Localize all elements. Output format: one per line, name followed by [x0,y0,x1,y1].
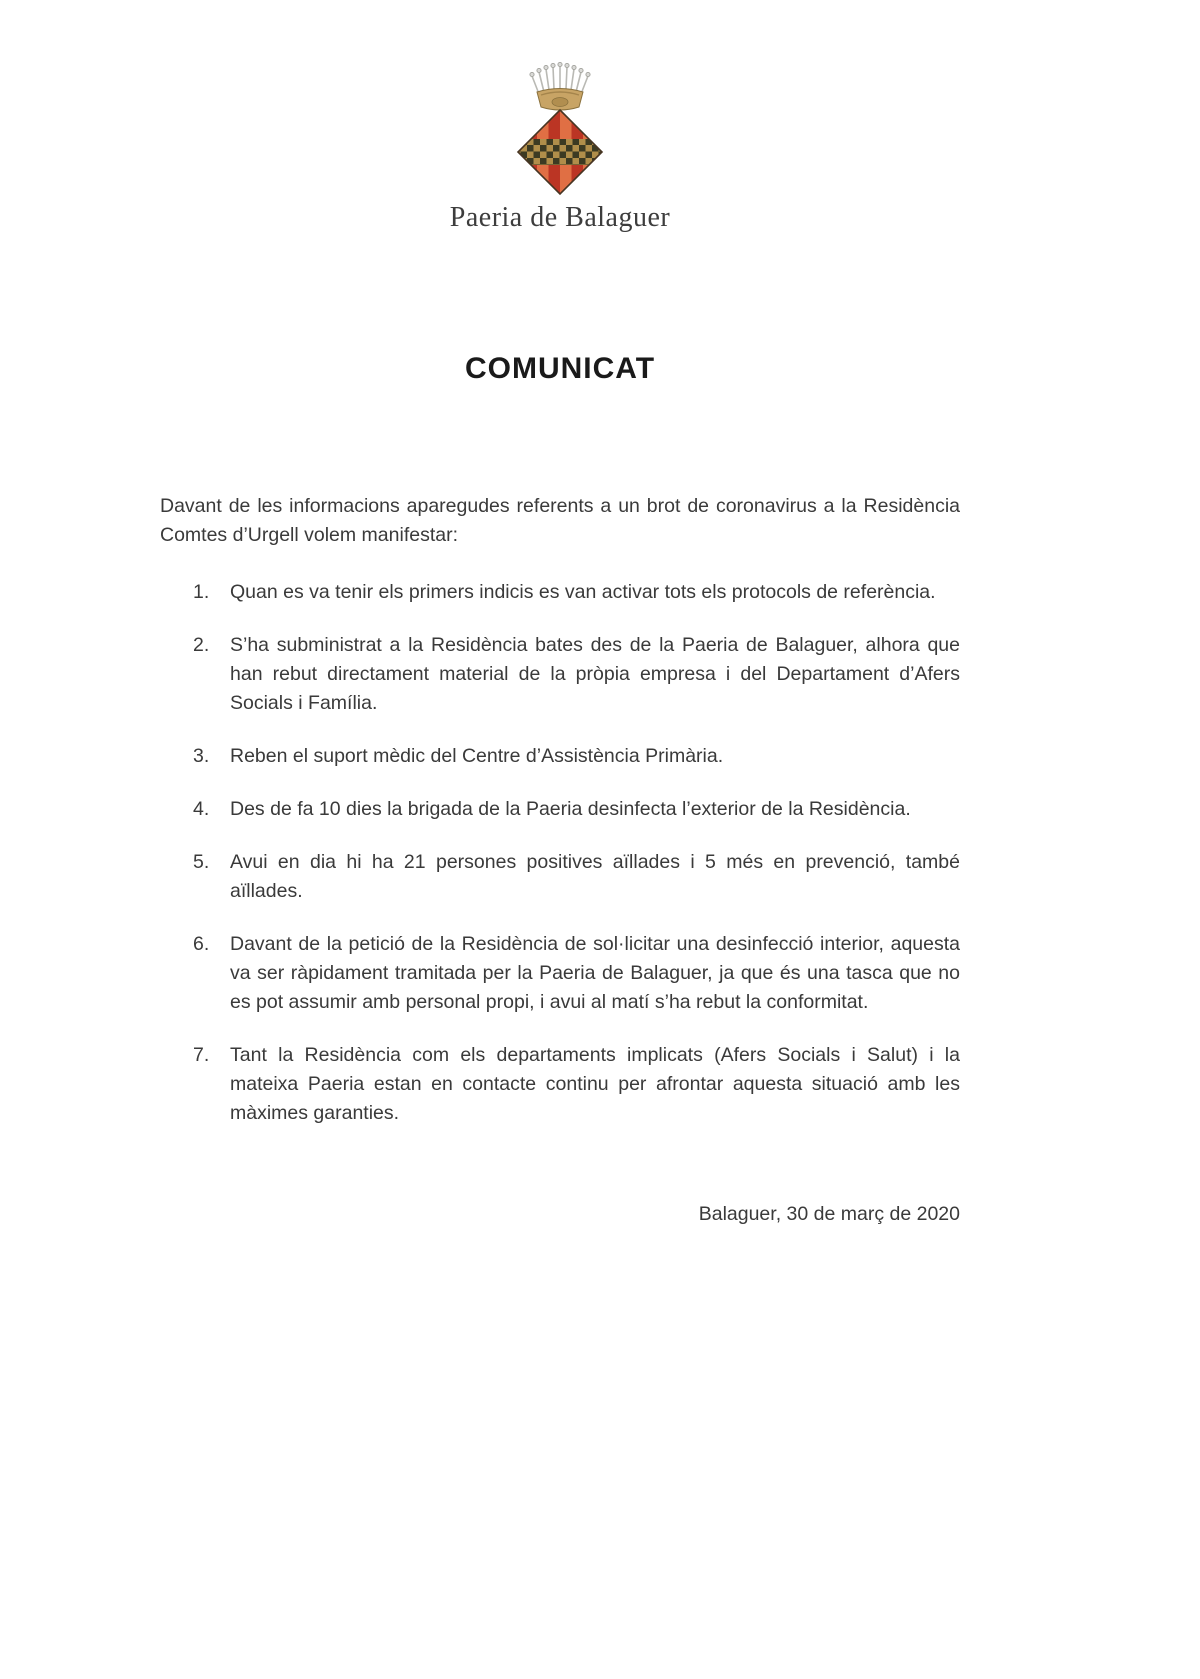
list-item-number: 7. [193,1044,210,1066]
list-item [193,631,960,718]
list-item-number: 4. [193,798,210,820]
list-item [193,930,960,1017]
list-item [193,742,960,771]
list-item-text: Des de fa 10 dies la brigada de la Paeria desinfecta l’exterior de la Residència. [230,798,911,820]
list-item-number: 5. [193,851,210,873]
balaguer-coat-of-arms [160,106,960,198]
list-item [193,795,960,824]
list-item-text: S’ha subministrat a la Residència bates des de la Paeria de Balaguer, alhora que han rebut directament material de la pròpia empresa i del Departament d’Afers Socials i Família. [230,634,960,714]
list-item-number: 1. [193,581,210,603]
organization-name: Paeria de Balaguer [449,202,671,233]
list-item-number: 3. [193,745,210,767]
intro-paragraph: Davant de les informacions aparegudes referents a un brot de coronavirus a la Residència Comtes d’Urgell volem manifestar: [160,495,960,546]
numbered-list [160,578,960,1128]
list-item-text: Quan es va tenir els primers indicis es van activar tots els protocols de referència. [230,581,936,603]
list-item [193,1041,960,1128]
list-item [193,848,960,906]
list-item-number: 2. [193,634,210,656]
list-item-number: 6. [193,933,210,955]
list-item-text: Tant la Residència com els departaments implicats (Afers Socials i Salut) i la mateixa Paeria estan en contacte continu per afrontar aquesta situació amb les màximes garanties. [230,1044,960,1124]
letterhead [160,58,960,234]
document-title: COMUNICAT [464,352,656,385]
list-item-text: Avui en dia hi ha 21 persones positives aïllades i 5 més en prevenció, també aïllades. [230,851,960,902]
list-item [193,578,960,607]
dateline: Balaguer, 30 de març de 2020 [698,1203,960,1225]
list-item-text: Davant de la petició de la Residència de sol·licitar una desinfecció interior, aquesta va ser ràpidament tramitada per la Paeria de Balaguer, ja que és una tasca que no es pot assumir amb personal propi, i avui al matí s’ha rebut la conformitat. [230,933,960,1013]
list-item-text: Reben el suport mèdic del Centre d’Assistència Primària. [230,745,724,767]
crown-icon [160,58,960,112]
